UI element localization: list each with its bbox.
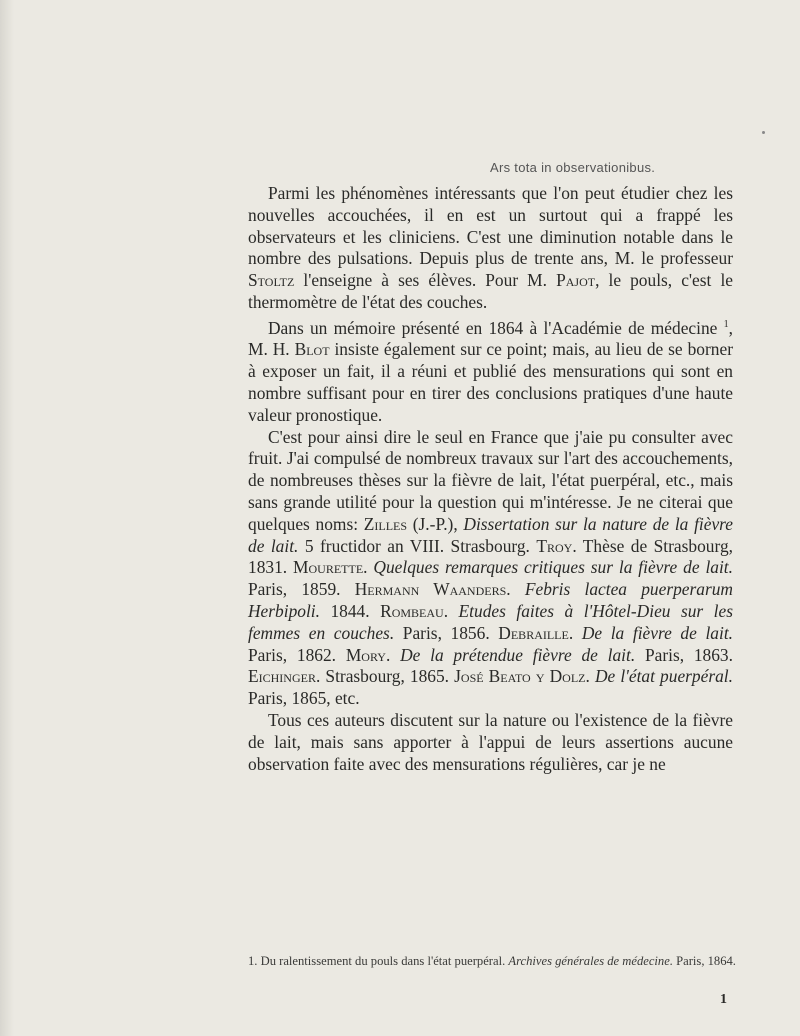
text-run: . xyxy=(585,666,595,687)
text-run: . xyxy=(385,644,401,665)
paragraph-3 xyxy=(248,427,733,710)
text-run: . xyxy=(568,622,582,643)
author-name: Stoltz xyxy=(248,270,295,291)
footnote-text: Du ralentissement du pouls dans l'état puerpéral. xyxy=(257,954,509,968)
text-run: Paris, 1865, etc. xyxy=(248,688,360,709)
text-run: , le pouls, c'est le thermomètre de l'état des couches. xyxy=(248,270,733,312)
text-run: C'est pour ainsi dire le seul en France que j'aie pu consulter avec fruit. J'ai compulsé de nombreux travaux sur l'art des accouchements, de nombreuses thèses sur la fièvre de lait, l'état puerpéral, etc., mais sans grande utilité pour la question qui m'intéresse. Je ne citerai que quelques noms: xyxy=(248,426,733,534)
author-name: Eichinger xyxy=(248,666,316,687)
paragraph-1 xyxy=(248,183,733,314)
author-name: Hermann Waanders xyxy=(354,579,507,600)
text-run: . xyxy=(443,600,459,621)
text-run: Paris, 1859. xyxy=(248,579,355,600)
epigraph: Ars tota in observationibus. xyxy=(490,160,656,175)
author-name: Zilles xyxy=(363,513,408,534)
text-run: . xyxy=(506,579,525,600)
text-run: . xyxy=(363,557,374,578)
author-name: Troy xyxy=(536,535,573,556)
footnote xyxy=(248,953,768,970)
author-name: Pajot xyxy=(556,270,596,291)
text-run: Paris, 1856. xyxy=(394,622,499,643)
text-run: 1844. xyxy=(319,600,381,621)
page-gutter xyxy=(0,0,14,1036)
work-title: Febris lactea puerperarum Herbipoli. xyxy=(248,579,733,621)
author-name: Mory xyxy=(345,644,386,665)
author-name: José Beato y Dolz xyxy=(454,666,586,687)
work-title: Quelques remarques critiques sur la fièvre de lait. xyxy=(373,557,733,578)
work-title: Dissertation sur la nature de la fièvre de lait. xyxy=(248,513,734,556)
paper-speck xyxy=(762,131,765,134)
text-run: Parmi les phénomènes intéressants que l'on peut étudier chez les nouvelles accouchées, il en est un surtout qui a frappé les observateurs et les cliniciens. C'est une diminution notable dans le nombre des pulsations. Depuis plus de trente ans, M. le professeur xyxy=(248,183,733,269)
text-run: . Strasbourg, 1865. xyxy=(315,666,455,687)
text-run: insiste également sur ce point; mais, au lieu de se borner à exposer un fait, il a réuni et publié des mensurations qui sont en nombre suffisant pour en tirer des conclusions pratiques d'une haute valeur pronostique. xyxy=(248,339,733,425)
text-run: , M. H. xyxy=(248,317,733,360)
work-title: Etudes faites à l'Hôtel-Dieu sur les femmes en couches. xyxy=(248,600,734,643)
signature-mark: 1 xyxy=(720,992,727,1007)
footnote-place: Paris, 1864. xyxy=(672,954,736,968)
body-text xyxy=(248,183,733,775)
paragraph-4: Tous ces auteurs discutent sur la nature ou l'existence de la fièvre de lait, mais sans apporter à l'appui de leurs assertions aucune observation faite avec des mensurations régulières, car je ne xyxy=(248,709,733,774)
text-run: l'enseigne à ses élèves. Pour M. xyxy=(294,270,557,291)
text-run: 5 fructidor an VIII. Strasbourg. xyxy=(298,535,537,556)
author-name: Rombeau xyxy=(380,600,444,621)
work-title: De la fièvre de lait. xyxy=(581,622,733,643)
paragraph-2 xyxy=(248,314,733,427)
text-run: (J.-P.), xyxy=(407,513,464,534)
footnote-source: Archives générales de médecine. xyxy=(508,954,673,968)
work-title: De la prétendue fièvre de lait. xyxy=(400,644,636,665)
author-name: Debraille xyxy=(498,622,569,643)
text-run: Paris, 1862. xyxy=(248,644,346,665)
text-run: Dans un mémoire présenté en 1864 à l'Académie de médecine xyxy=(268,317,724,338)
footnote-number: 1. xyxy=(248,954,258,968)
text-run: Paris, 1863. xyxy=(635,644,733,665)
footnote-reference: 1 xyxy=(723,318,729,330)
author-name: Mourette xyxy=(293,557,364,578)
author-name: Blot xyxy=(294,339,330,360)
text-run: . Thèse de Strasbourg, 1831. xyxy=(248,535,734,578)
work-title: De l'état puerpéral. xyxy=(594,666,733,687)
